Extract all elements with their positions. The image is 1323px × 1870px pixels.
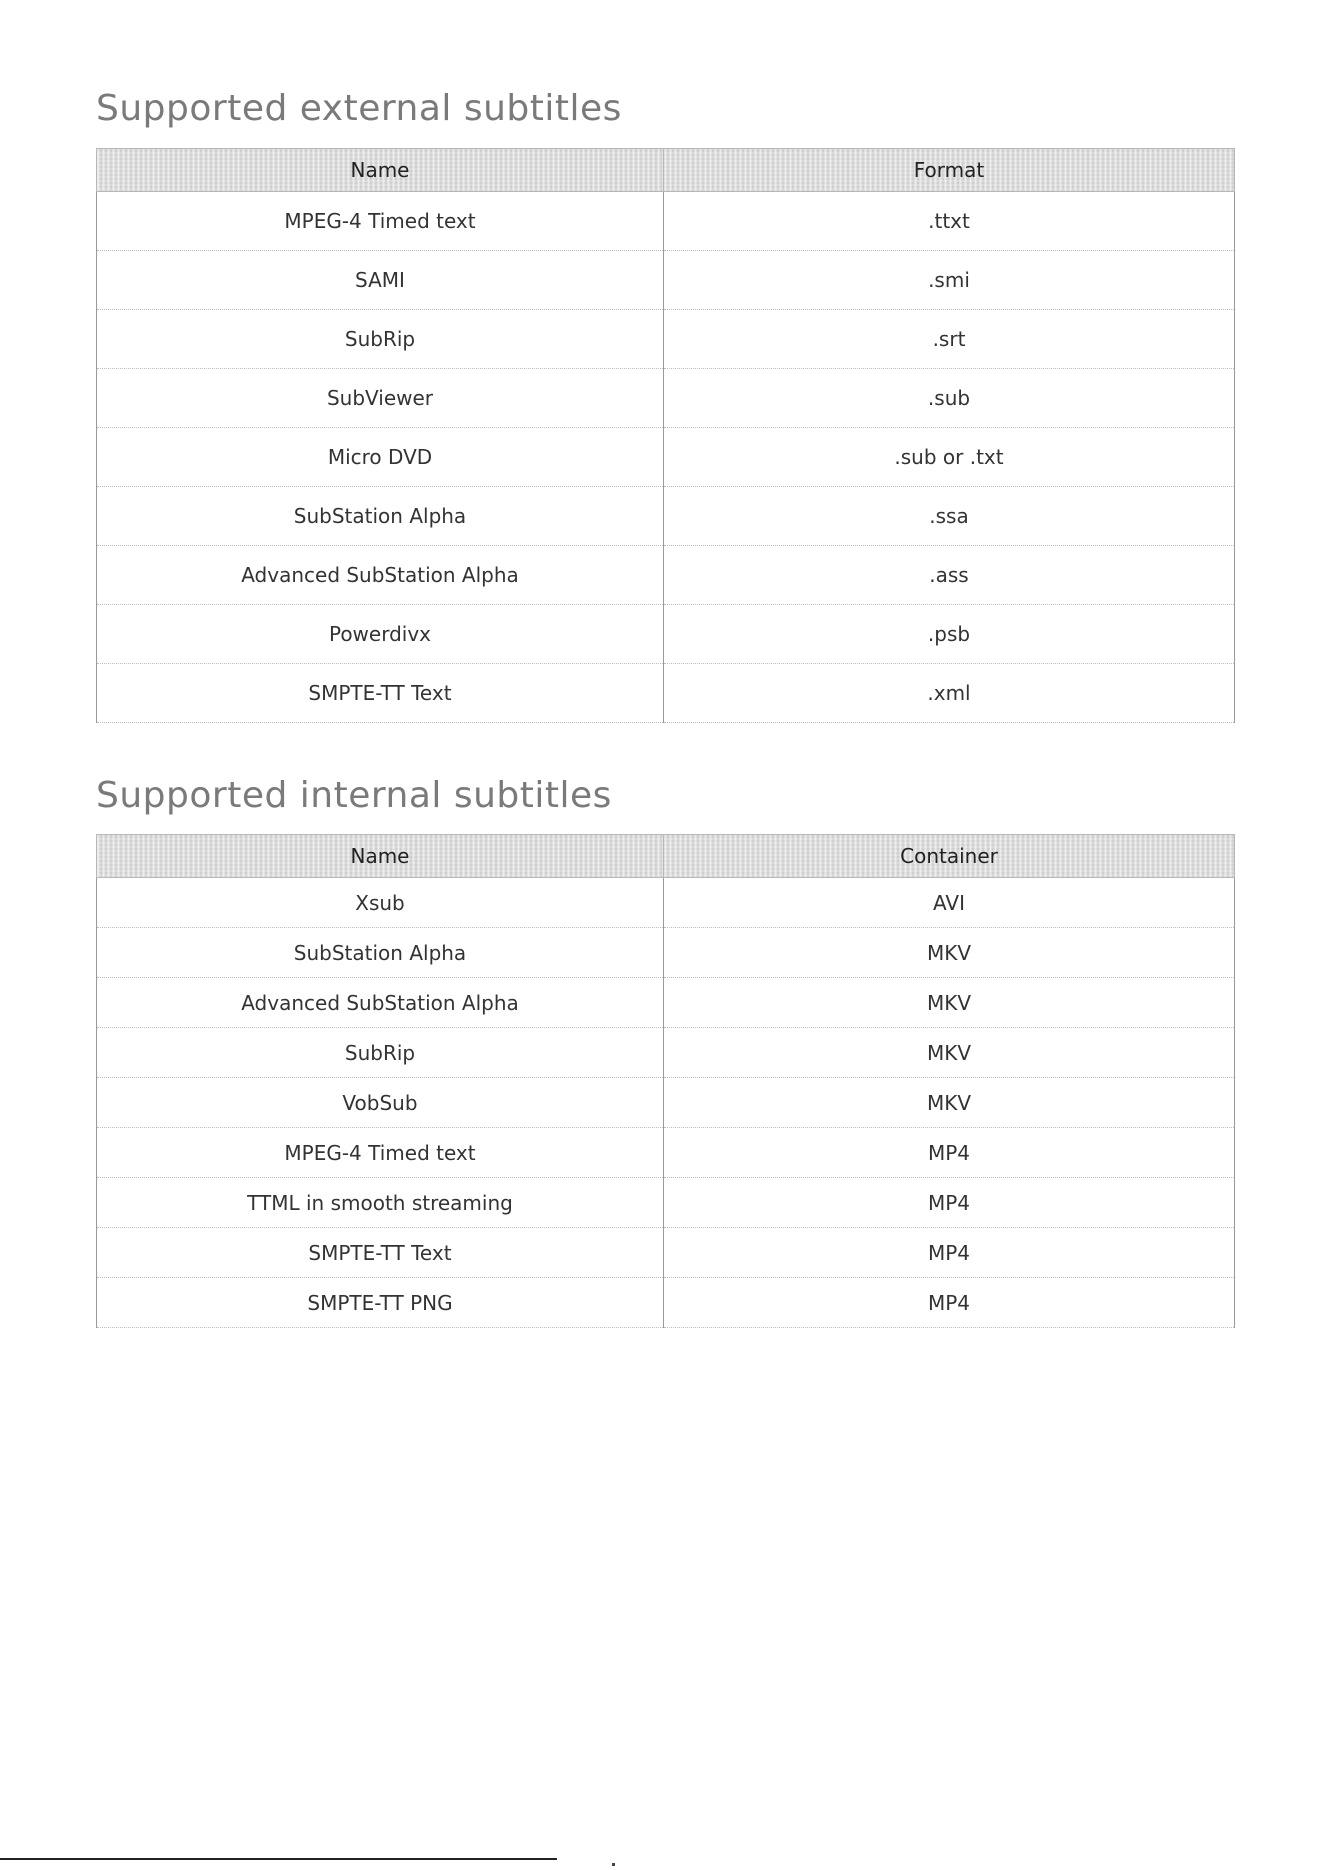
subtitle-name-cell: TTML in smooth streaming xyxy=(97,1178,664,1228)
subtitle-format-cell: .srt xyxy=(664,310,1235,369)
column-header-format: Format xyxy=(664,149,1235,192)
subtitle-format-cell: .xml xyxy=(664,664,1235,723)
subtitle-name-cell: Xsub xyxy=(97,878,664,928)
column-header-container: Container xyxy=(664,835,1235,878)
table-row xyxy=(97,1228,1235,1278)
footer-divider xyxy=(0,1858,557,1860)
subtitle-container-cell: MP4 xyxy=(664,1228,1235,1278)
table-row xyxy=(97,251,1235,310)
table-row xyxy=(97,605,1235,664)
subtitle-format-cell: .ass xyxy=(664,546,1235,605)
footer-mark xyxy=(612,1863,615,1866)
subtitle-name-cell: MPEG-4 Timed text xyxy=(97,192,664,251)
subtitle-name-cell: SMPTE-TT Text xyxy=(97,1228,664,1278)
subtitle-name-cell: MPEG-4 Timed text xyxy=(97,1128,664,1178)
table-row xyxy=(97,369,1235,428)
subtitle-name-cell: Powerdivx xyxy=(97,605,664,664)
subtitle-name-cell: SAMI xyxy=(97,251,664,310)
internal-subtitles-heading: Supported internal subtitles xyxy=(96,775,612,816)
table-row xyxy=(97,978,1235,1028)
subtitle-format-cell: .sub or .txt xyxy=(664,428,1235,487)
subtitle-container-cell: MP4 xyxy=(664,1128,1235,1178)
table-row xyxy=(97,1128,1235,1178)
table-row xyxy=(97,928,1235,978)
subtitle-container-cell: MKV xyxy=(664,1078,1235,1128)
column-header-name: Name xyxy=(97,149,664,192)
column-header-name: Name xyxy=(97,835,664,878)
table-row xyxy=(97,664,1235,723)
subtitle-name-cell: SMPTE-TT PNG xyxy=(97,1278,664,1328)
table-header-row xyxy=(97,835,1235,878)
subtitle-name-cell: SubStation Alpha xyxy=(97,928,664,978)
table-row xyxy=(97,428,1235,487)
subtitle-name-cell: SubViewer xyxy=(97,369,664,428)
table-row xyxy=(97,1178,1235,1228)
external-subtitles-table xyxy=(96,148,1235,723)
subtitle-name-cell: Micro DVD xyxy=(97,428,664,487)
subtitle-container-cell: MKV xyxy=(664,1028,1235,1078)
subtitle-format-cell: .ssa xyxy=(664,487,1235,546)
subtitle-name-cell: SubStation Alpha xyxy=(97,487,664,546)
subtitle-name-cell: VobSub xyxy=(97,1078,664,1128)
table-row xyxy=(97,192,1235,251)
table-row xyxy=(97,487,1235,546)
subtitle-name-cell: SMPTE-TT Text xyxy=(97,664,664,723)
internal-subtitles-table xyxy=(96,834,1235,1328)
subtitle-name-cell: SubRip xyxy=(97,1028,664,1078)
table-row xyxy=(97,1278,1235,1328)
table-row xyxy=(97,1028,1235,1078)
table-row xyxy=(97,310,1235,369)
external-subtitles-heading: Supported external subtitles xyxy=(96,88,622,129)
table-row xyxy=(97,546,1235,605)
subtitle-format-cell: .ttxt xyxy=(664,192,1235,251)
subtitle-container-cell: MP4 xyxy=(664,1278,1235,1328)
subtitle-format-cell: .sub xyxy=(664,369,1235,428)
table-row xyxy=(97,878,1235,928)
table-header-row xyxy=(97,149,1235,192)
subtitle-container-cell: MP4 xyxy=(664,1178,1235,1228)
subtitle-container-cell: MKV xyxy=(664,978,1235,1028)
subtitle-name-cell: Advanced SubStation Alpha xyxy=(97,978,664,1028)
subtitle-format-cell: .psb xyxy=(664,605,1235,664)
subtitle-name-cell: Advanced SubStation Alpha xyxy=(97,546,664,605)
table-row xyxy=(97,1078,1235,1128)
subtitle-container-cell: MKV xyxy=(664,928,1235,978)
subtitle-format-cell: .smi xyxy=(664,251,1235,310)
subtitle-container-cell: AVI xyxy=(664,878,1235,928)
subtitle-name-cell: SubRip xyxy=(97,310,664,369)
